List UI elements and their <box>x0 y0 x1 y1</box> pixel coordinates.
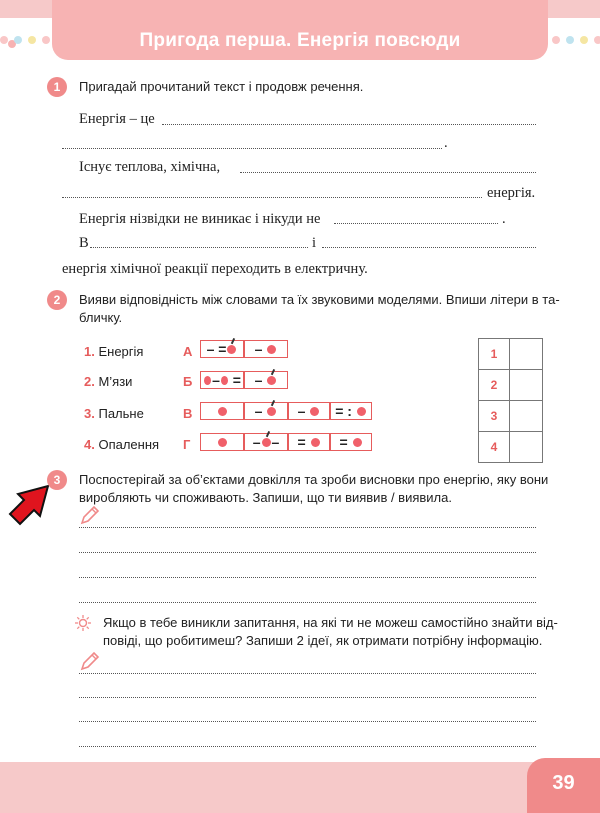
answer-cell[interactable] <box>510 432 543 463</box>
sentence-text: . <box>502 211 506 227</box>
answer-cell[interactable] <box>510 370 543 401</box>
word-item: 2. М’язи <box>84 374 133 389</box>
sun-icon <box>74 614 92 637</box>
tip-text: Якщо в тебе виникли запитання, на які ти не можеш самостійно знайти від- <box>103 615 558 630</box>
answer-line[interactable] <box>79 673 536 674</box>
answer-cell[interactable] <box>510 339 543 370</box>
sound-model-v: – – = : <box>200 402 372 422</box>
answer-line[interactable] <box>240 172 536 173</box>
answer-line[interactable] <box>90 247 308 248</box>
answer-cell[interactable] <box>510 401 543 432</box>
table-row-label: 4 <box>479 432 510 463</box>
task-number: 2 <box>47 290 67 310</box>
word-item: 3. Пальне <box>84 406 144 421</box>
answer-line[interactable] <box>62 148 442 149</box>
pointer-arrow-icon <box>6 470 52 531</box>
answer-line[interactable] <box>79 602 536 603</box>
page-title: Пригода перша. Енергія повсюди <box>139 30 461 51</box>
answer-line[interactable] <box>79 721 536 722</box>
sentence-text: Існує теплова, хімічна, <box>79 159 221 175</box>
sentence-text: енергія. <box>487 185 536 201</box>
answer-line[interactable] <box>79 577 536 578</box>
tip-text: повіді, що робитимеш? Запиши 2 ідеї, як отримати потрібну інформацію. <box>103 633 543 648</box>
table-row-label: 1 <box>479 339 510 370</box>
answer-line[interactable] <box>79 697 536 698</box>
table-row-label: 3 <box>479 401 510 432</box>
sentence-text: і <box>312 235 317 251</box>
answer-line[interactable] <box>62 197 482 198</box>
answer-line[interactable] <box>334 223 498 224</box>
sound-model-b: – = – <box>200 371 288 391</box>
task-instruction: виробляють чи споживають. Запиши, що ти виявив / виявила. <box>79 490 452 505</box>
answer-line[interactable] <box>322 247 536 248</box>
page-number: 39 <box>527 758 600 813</box>
footer-band <box>0 762 600 813</box>
answer-line[interactable] <box>79 746 536 747</box>
model-letter: В <box>183 406 193 421</box>
answer-line[interactable] <box>79 552 536 553</box>
task-number: 1 <box>47 77 67 97</box>
task-number: 3 <box>47 470 67 490</box>
sentence-text: . <box>444 135 448 151</box>
model-letter: Б <box>183 374 193 389</box>
task-instruction: бличку. <box>79 310 123 325</box>
answer-line[interactable] <box>79 527 536 528</box>
answer-line[interactable] <box>162 124 536 125</box>
model-letter: Г <box>183 437 191 452</box>
sentence-text: енергія хімічної реакції переходить в електричну. <box>62 261 368 277</box>
task-instruction: Поспостерігай за об’єктами довкілля та зроби висновки про енергію, яку вони <box>79 472 549 487</box>
model-letter: А <box>183 344 193 359</box>
sentence-text: Енергія нізвідки не виникає і нікуди не <box>79 211 321 227</box>
sound-model-a: – = – <box>200 340 288 360</box>
sentence-text: Енергія – це <box>79 111 155 127</box>
word-item: 4. Опалення <box>84 437 160 452</box>
table-row-label: 2 <box>479 370 510 401</box>
task-instruction: Пригадай прочитаний текст і продовж речення. <box>79 79 364 94</box>
word-item: 1. Енергія <box>84 344 144 359</box>
sentence-text: В <box>79 235 89 251</box>
answer-table <box>478 338 543 463</box>
sound-model-g: – – = = <box>200 433 372 453</box>
task-instruction: Вияви відповідність між словами та їх звуковими моделями. Впиши літери в та- <box>79 292 560 307</box>
